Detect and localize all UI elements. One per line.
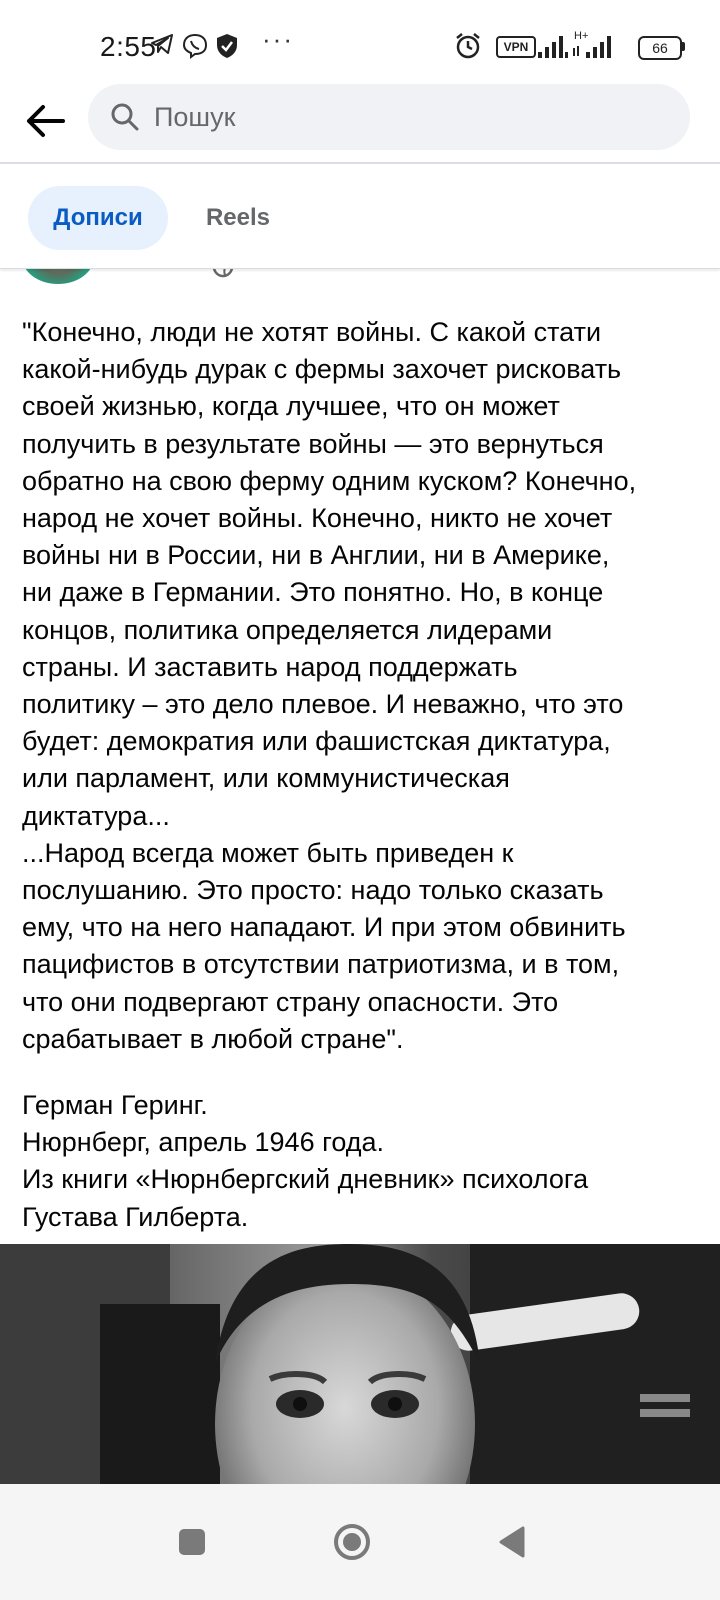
square-icon: [177, 1527, 207, 1557]
telegram-icon: [150, 33, 174, 60]
battery-indicator: 66: [638, 36, 682, 60]
more-notifications-icon: ···: [262, 24, 294, 54]
content-tabs: [0, 164, 720, 269]
search-input[interactable]: Пошук: [154, 102, 236, 132]
system-navigation-bar: [0, 1484, 720, 1600]
triangle-icon: [497, 1525, 527, 1559]
tab-reels[interactable]: Reels: [205, 204, 271, 231]
vpn-badge: VPN: [496, 36, 536, 58]
alarm-icon: [454, 32, 482, 65]
viber-icon: [182, 33, 208, 64]
post-body-text: "Конечно, люди не хотят войны. С какой стати какой-нибудь дурак с фермы захочет рисковать своей жизнью, когда лучшее, что он может получить в результате войны — это вернуться обратно на свою ферму одним куском? Конечно, народ не хочет войны. Конечно, никто не хочет войны ни в России, ни в Англии, ни в Америке, ни даже в Германии. Это понятно. Но, в конце концов, политика определяется лидерами страны. И заставить народ поддержать политику – это дело плевое. И неважно, что это будет: демократия или фашистская диктатура, или парламент, или коммунистическая диктатура... ...Народ всегда может быть приведен к послушанию. Это просто: надо только сказать ему, что на него нападают. И при этом обвинить пацифистов в отсутствии патриотизма, и в том, что они подвергают страну опасности. Это срабатывает в любой стране".: [22, 317, 637, 1054]
network-type: H+: [574, 30, 589, 42]
back-button[interactable]: [20, 96, 70, 146]
status-time: 2:55: [100, 31, 157, 62]
signal-icon: [538, 34, 568, 63]
search-header: [0, 82, 720, 164]
post-signature-text: Герман Геринг. Нюрнберг, апрель 1946 года. Из книги «Нюрнбергский дневник» психолога Густава Гилберта.: [22, 1090, 589, 1232]
circle-icon: [332, 1522, 372, 1562]
signal-icon-2: [572, 34, 616, 63]
battery-tip: [682, 42, 685, 51]
post-photo[interactable]: [0, 1244, 720, 1484]
system-back-button[interactable]: [482, 1512, 542, 1572]
home-button[interactable]: [322, 1512, 382, 1572]
arrow-left-icon: [25, 104, 65, 138]
portrait-image: [0, 1244, 720, 1484]
status-bar: [0, 0, 720, 82]
search-icon: [110, 102, 140, 132]
search-bar[interactable]: [88, 84, 690, 150]
tab-posts[interactable]: Дописи: [28, 186, 168, 250]
shield-icon: [216, 33, 238, 64]
recent-apps-button[interactable]: [162, 1512, 222, 1572]
